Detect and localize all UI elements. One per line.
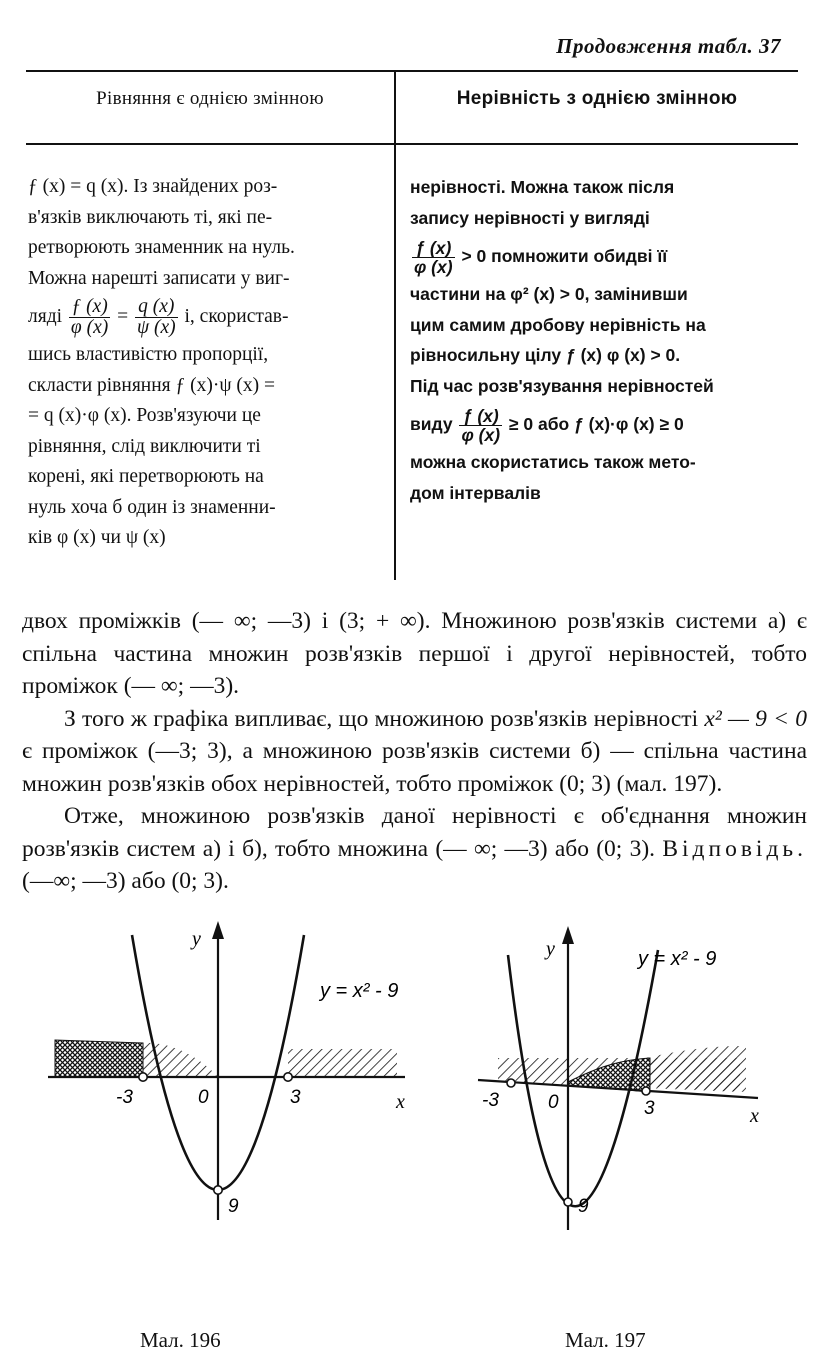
table-line: можна скористатись також мето- bbox=[410, 452, 696, 472]
function-equation-label: y = x² - 9 bbox=[638, 948, 717, 970]
fraction-f-over-phi: $\frac{ƒ (x)}{\varphi (x)}$ bbox=[414, 237, 453, 277]
table-line-with-fraction: $\frac{ƒ (x)}{\varphi (x)}$ > 0 помножити обидві її bbox=[414, 237, 668, 277]
vertex-point bbox=[564, 1198, 572, 1206]
tick-label-neg3: -3 bbox=[116, 1087, 133, 1108]
table-cell-equation bbox=[28, 172, 388, 554]
x-axis-label: x bbox=[396, 1091, 405, 1113]
table-continuation-label: Продовження табл. 37 bbox=[556, 34, 781, 58]
table-column-divider bbox=[394, 70, 396, 580]
table-line: корені, які перетворюють на bbox=[28, 466, 264, 487]
tick-label-9: 9 bbox=[228, 1196, 239, 1217]
figure-196 bbox=[20, 915, 420, 1245]
table-line: запису нерівності у вигляді bbox=[410, 207, 650, 228]
root-point-neg3 bbox=[507, 1079, 515, 1087]
table-cell-inequality bbox=[410, 172, 802, 508]
figure-197 bbox=[468, 910, 798, 1250]
table-line: нерівності. Можна також після bbox=[410, 177, 675, 197]
hatched-region-right bbox=[288, 1049, 397, 1077]
table-line: Під час розв'язування нерівностей bbox=[410, 375, 714, 396]
table-line: дом інтервалів bbox=[410, 482, 541, 503]
paragraph-1: двох проміжків (— ∞; —3) і (3; + ∞). Множиною розв'язків системи а) є спільна частина множин розв'язків першої і другої нерівностей, тобто проміжок (— ∞; —3). bbox=[22, 608, 807, 699]
figure-196-caption: Мал. 196 bbox=[140, 1328, 221, 1352]
table-line: скласти рівняння ƒ (x)·ψ (x) = bbox=[28, 374, 276, 396]
table-line: шись властивістю пропорції, bbox=[28, 344, 269, 365]
tick-label-3: 3 bbox=[290, 1087, 301, 1108]
table-header-rule bbox=[26, 143, 798, 145]
table-line: рівносильну цілу ƒ (x) φ (x) > 0. bbox=[410, 345, 681, 365]
table-line: в'язків виключають ті, які пе- bbox=[28, 206, 273, 228]
table-line: цим самим дробову нерівність на bbox=[410, 314, 706, 335]
table-line: ретворюють знаменник на нуль. bbox=[28, 237, 295, 258]
tick-label-3: 3 bbox=[644, 1098, 655, 1119]
table-line-with-fraction: виду $\frac{ƒ (x)}{\varphi (x)}$ ≥ 0 або ƒ (x)·φ (x) ≥ 0 bbox=[410, 405, 684, 445]
paragraph-2: З того ж графіка випливає, що множиною розв'язків нерівності x² — 9 < 0 є проміжок (—3; 3), а множиною розв'язків системи б) — спільна частина множин розв'язків обох нерівностей, тобто проміжок (0; 3) (мал. 197). bbox=[22, 705, 808, 797]
table-line: ƒ (x) = q (x). Із знайдених роз- bbox=[28, 176, 278, 197]
table-top-rule bbox=[26, 70, 798, 72]
cross-hatched-region-left bbox=[55, 1040, 143, 1077]
fraction-f-over-phi: $\frac{ƒ (x)}{\varphi (x)}$ bbox=[461, 405, 501, 445]
tick-label-9: 9 bbox=[578, 1196, 589, 1217]
inequality-expression: x² — 9 < 0 bbox=[704, 705, 808, 732]
table-line: Можна нарешті записати у виг- bbox=[28, 267, 290, 289]
vertex-point bbox=[214, 1186, 222, 1194]
fraction-q-over-psi: $\frac{q (x)}{\psi (x)}$ bbox=[136, 295, 176, 339]
table-line-with-fractions: ляді $\frac{ƒ (x)}{\varphi (x)}$ = $\frac{q (x)}{\psi (x)}$ і, скористав- bbox=[28, 295, 289, 339]
tick-label-neg3: -3 bbox=[482, 1090, 499, 1111]
column-header-inequality: Нерівність з однією змінною bbox=[456, 88, 738, 109]
root-point-3 bbox=[284, 1073, 292, 1081]
x-axis-label: x bbox=[750, 1105, 759, 1127]
table-line: ків φ (x) чи ψ (x) bbox=[28, 527, 166, 548]
y-axis-label: y bbox=[192, 928, 201, 950]
fraction-f-over-phi: $\frac{ƒ (x)}{\varphi (x)}$ bbox=[70, 295, 109, 339]
tick-label-0: 0 bbox=[548, 1092, 559, 1113]
body-text bbox=[22, 605, 807, 898]
root-point-3 bbox=[642, 1087, 650, 1095]
y-axis-arrow bbox=[212, 921, 224, 939]
function-equation-label: y = x² - 9 bbox=[320, 980, 399, 1002]
figure-197-caption: Мал. 197 bbox=[565, 1328, 646, 1352]
table-line: частини на φ² (x) > 0, замінивши bbox=[410, 284, 688, 304]
table-line: нуль хоча б один із знаменни- bbox=[28, 496, 276, 518]
paragraph-3: Отже, множиною розв'язків даної нерівності є об'єднання множин розв'язків систем а) і б), тобто множина (— ∞; —3) або (0; 3). Відповідь. (—∞; —3) або (0; 3). bbox=[22, 803, 807, 894]
table-line: = q (x)·φ (x). Розв'язуючи це bbox=[28, 405, 261, 426]
tick-label-0: 0 bbox=[198, 1087, 209, 1108]
y-axis-arrow bbox=[562, 926, 574, 944]
y-axis-label: y bbox=[546, 938, 555, 960]
column-header-equation: Рівняння є однією змінною bbox=[96, 88, 324, 109]
root-point-neg3 bbox=[139, 1073, 147, 1081]
answer-label: Відповідь. bbox=[662, 835, 807, 862]
table-line: рівняння, слід виключити ті bbox=[28, 435, 261, 457]
